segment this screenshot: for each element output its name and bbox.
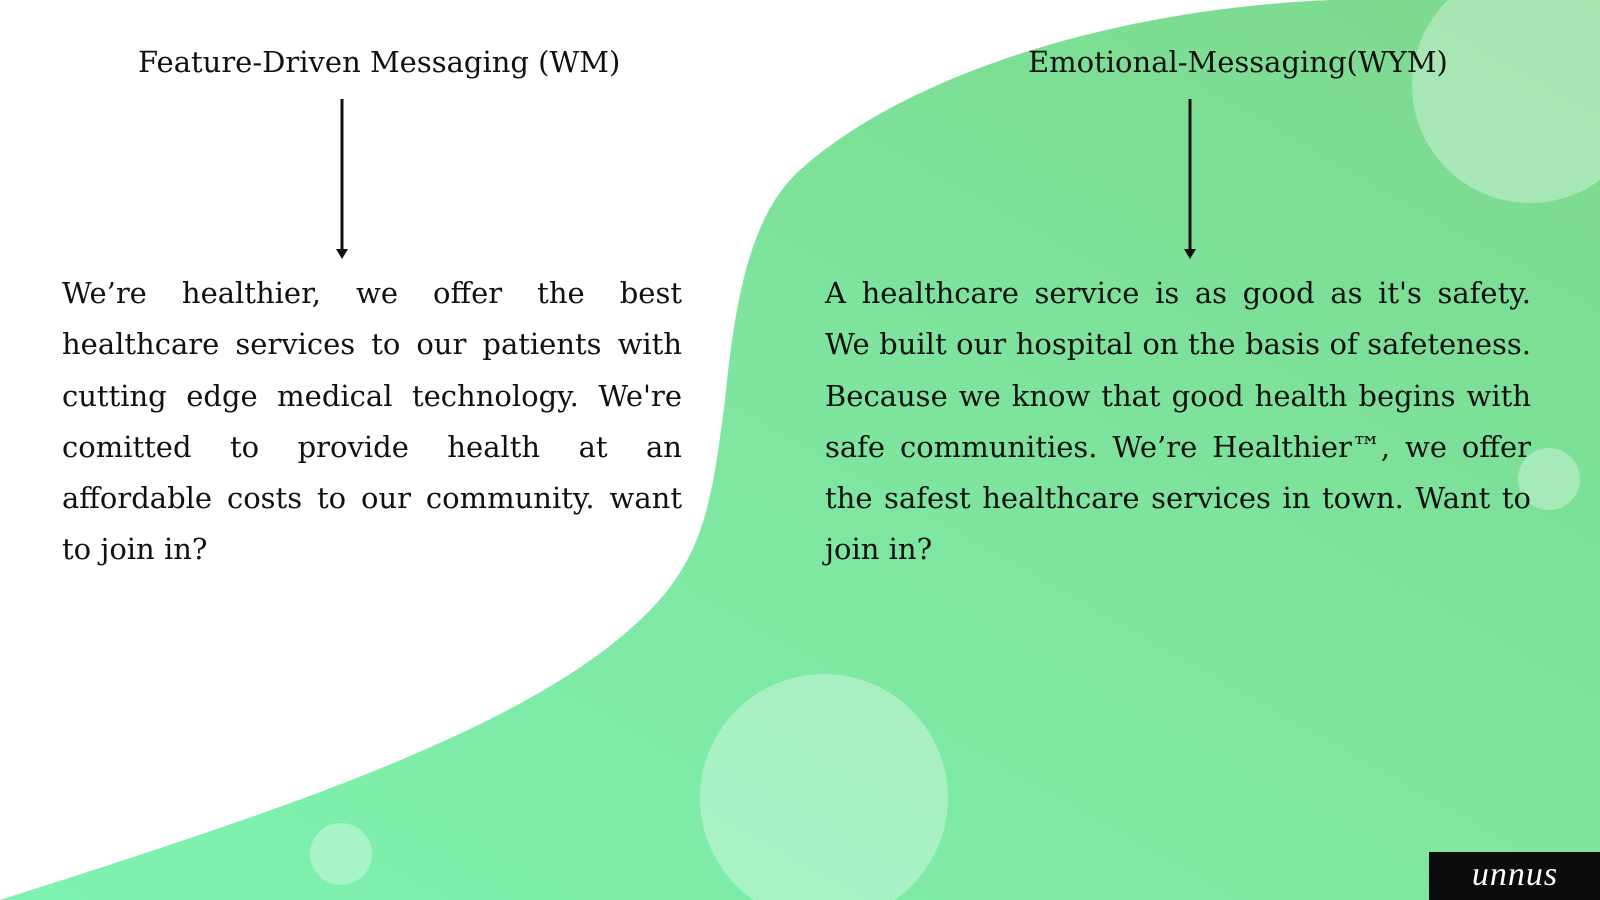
arrow-down-icon bbox=[1180, 97, 1200, 261]
right-column-body: A healthcare service is as good as it's safety. We built our hospital on the basis of safeteness. Because we know that good health begins with safe communities. We’re Healthier™, we offer the safest healthcare services in town. Want to join in? bbox=[825, 276, 1531, 567]
brand-logo bbox=[1429, 852, 1600, 900]
svg-text:unnus: unnus bbox=[1471, 859, 1558, 893]
left-column-heading: Feature-Driven Messaging (WM) bbox=[138, 45, 621, 79]
logo-wordmark bbox=[1442, 859, 1588, 893]
arrow-down-icon bbox=[332, 97, 352, 261]
bubble-bottom-left bbox=[310, 823, 372, 885]
left-column-body: We’re healthier, we offer the best healthcare services to our patients with cutting edge medical technology. We're comitted to provide health at an affordable costs to our community. want to join in? bbox=[62, 276, 682, 567]
right-column-heading: Emotional-Messaging(WYM) bbox=[1028, 45, 1448, 79]
